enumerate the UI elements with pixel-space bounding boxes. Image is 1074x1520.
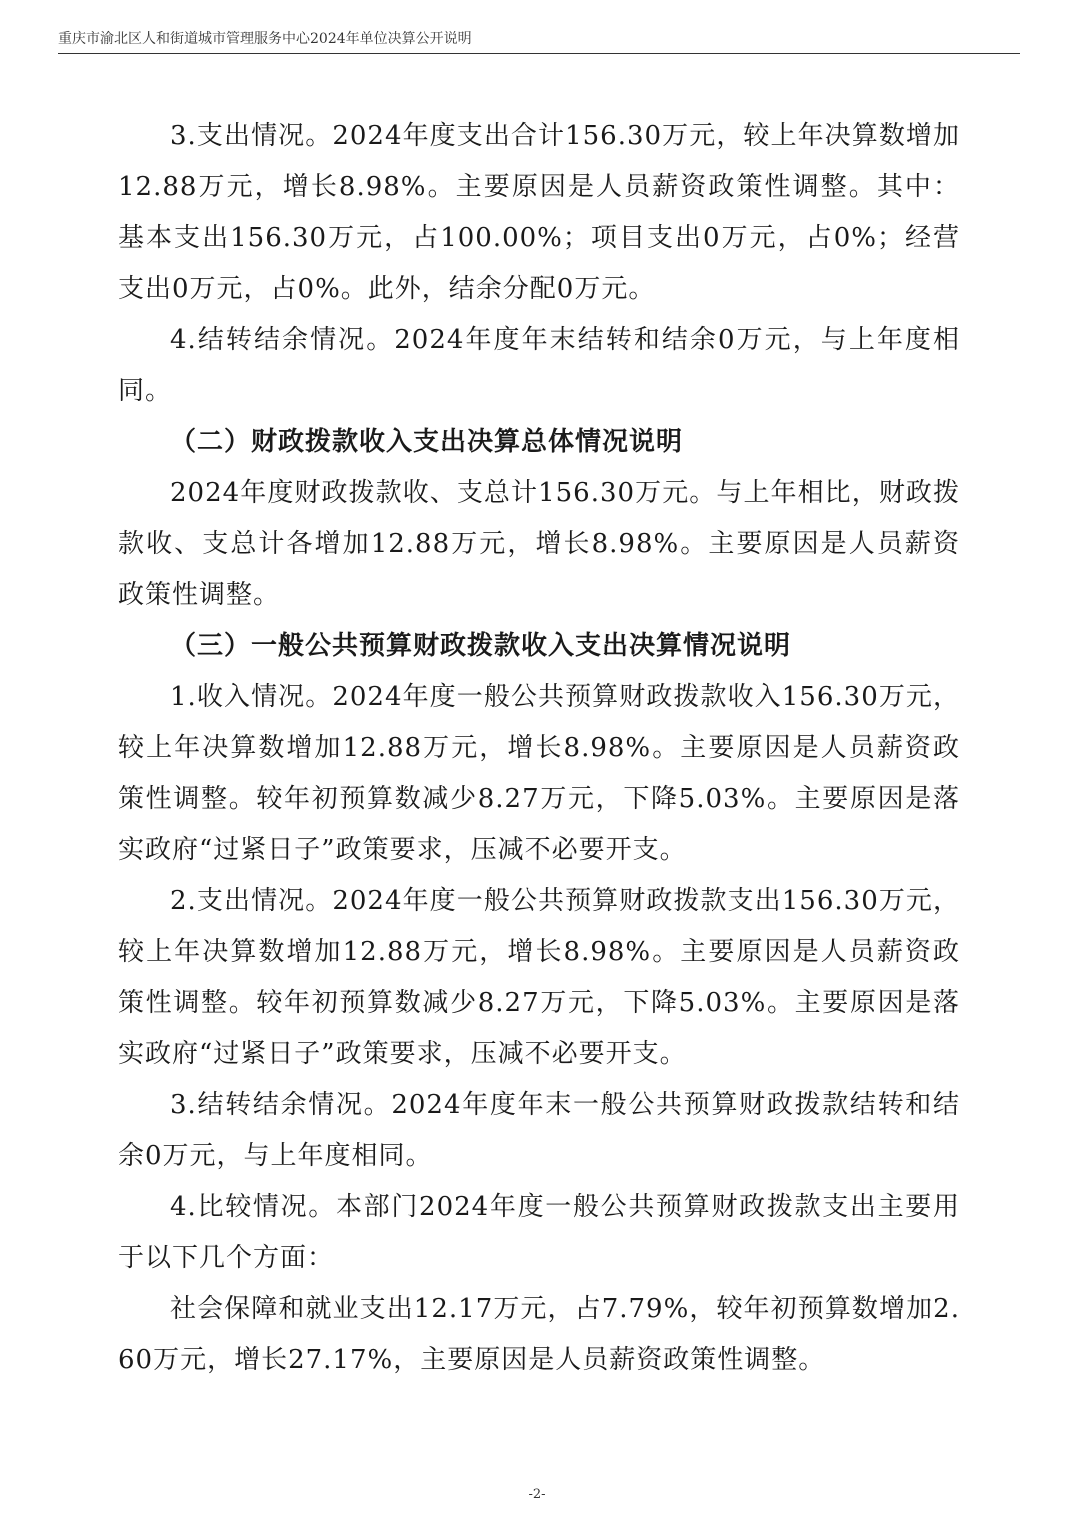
paragraph-general-budget-expenditure: 2.支出情况。2024年度一般公共预算财政拨款支出156.30万元，较上年决算数增加12.88万元，增长8.98%。主要原因是人员薪资政策性调整。较年初预算数减少8.27万元，下降5.03%。主要原因是落实政府“过紧日子”政策要求，压减不必要开支。 xyxy=(118,886,960,1069)
running-header: 重庆市渝北区人和街道城市管理服务中心2024年单位决算公开说明 xyxy=(58,31,472,47)
document-body xyxy=(118,111,960,1386)
paragraph-expenditure: 3.支出情况。2024年度支出合计156.30万元，较上年决算数增加12.88万元，增长8.98%。主要原因是人员薪资政策性调整。其中：基本支出156.30万元，占100.00%；项目支出0万元，占0%；经营支出0万元，占0%。此外，结余分配0万元。 xyxy=(118,121,960,304)
paragraph-fiscal-appropriation-total: 2024年度财政拨款收、支总计156.30万元。与上年相比，财政拨款收、支总计各增加12.88万元，增长8.98%。主要原因是人员薪资政策性调整。 xyxy=(118,478,960,610)
section-heading-fiscal-appropriation: （二）财政拨款收入支出决算总体情况说明 xyxy=(170,427,684,457)
paragraph-social-security: 社会保障和就业支出12.17万元，占7.79%，较年初预算数增加2.60万元，增长27.17%，主要原因是人员薪资政策性调整。 xyxy=(118,1294,960,1375)
section-heading-general-budget: （三）一般公共预算财政拨款收入支出决算情况说明 xyxy=(170,631,792,661)
header-rule xyxy=(58,53,1020,54)
page-number: -2- xyxy=(528,1487,546,1502)
paragraph-carryover: 4.结转结余情况。2024年度年末结转和结余0万元，与上年度相同。 xyxy=(118,325,960,406)
paragraph-general-budget-carryover: 3.结转结余情况。2024年度年末一般公共预算财政拨款结转和结余0万元，与上年度相同。 xyxy=(118,1090,960,1171)
paragraph-comparison: 4.比较情况。本部门2024年度一般公共预算财政拨款支出主要用于以下几个方面： xyxy=(118,1192,960,1273)
paragraph-general-budget-income: 1.收入情况。2024年度一般公共预算财政拨款收入156.30万元，较上年决算数增加12.88万元，增长8.98%。主要原因是人员薪资政策性调整。较年初预算数减少8.27万元，下降5.03%。主要原因是落实政府“过紧日子”政策要求，压减不必要开支。 xyxy=(118,682,960,865)
